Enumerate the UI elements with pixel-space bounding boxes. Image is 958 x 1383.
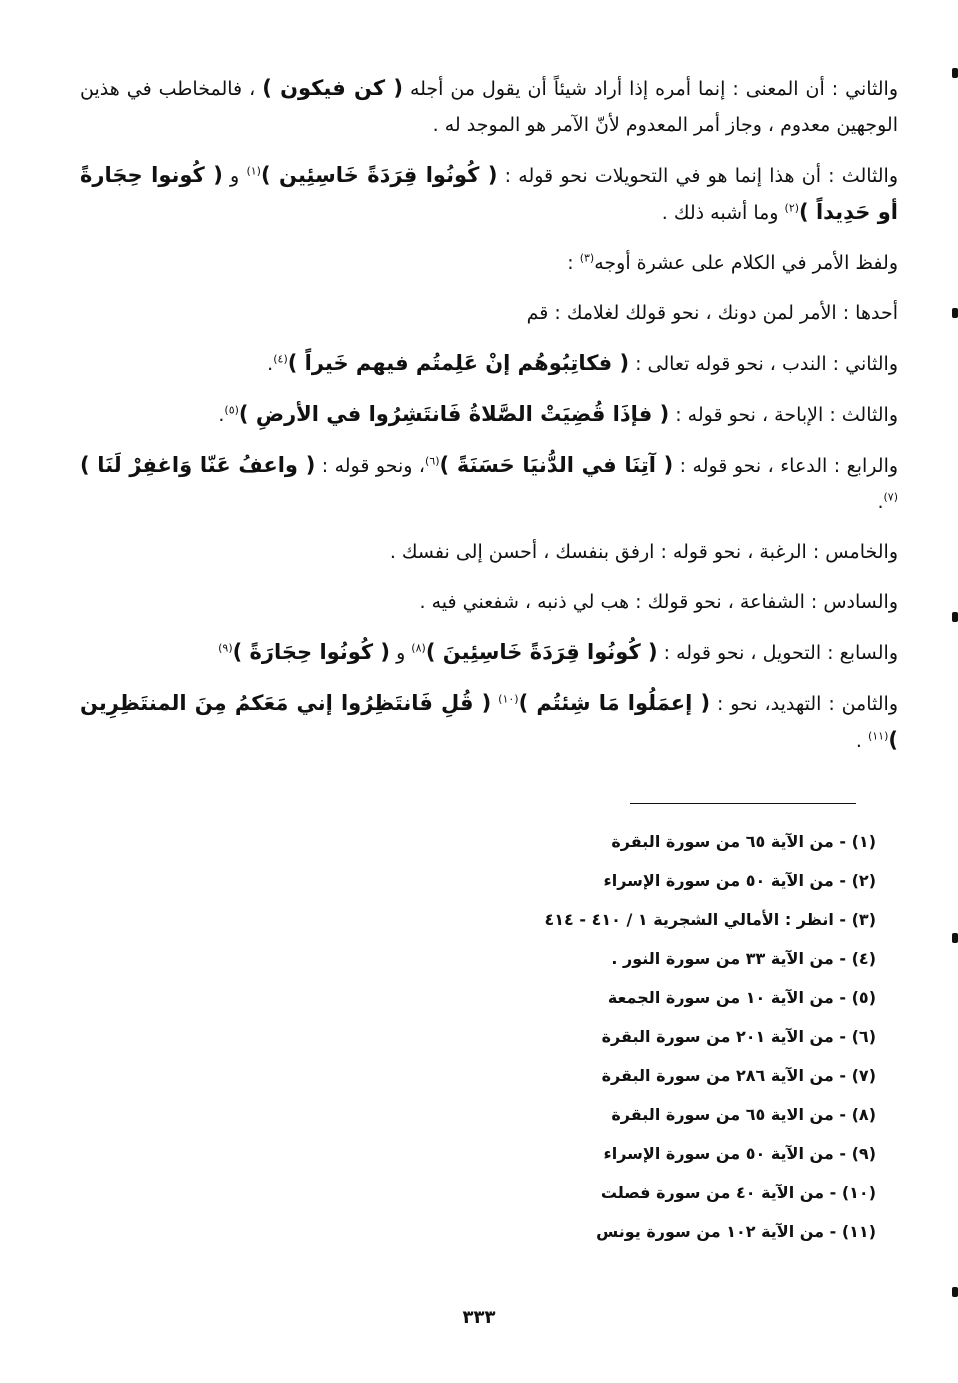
paragraph-text: ، ونحو قوله : [315, 455, 426, 477]
margin-mark [952, 933, 958, 943]
footnote: (٥) - من الآية ١٠ من سورة الجمعة [607, 988, 876, 1007]
footnote: (٦) - من الآية ٢٠١ من سورة البقرة [601, 1027, 876, 1046]
footnote: (٨) - من الاية ٦٥ من سورة البقرة [611, 1105, 876, 1124]
paragraph [80, 396, 898, 433]
paragraph [80, 584, 898, 620]
page-number: ٣٣٣ [462, 1307, 496, 1328]
quran-quote: ( فكاتِبُوهُم إنْ عَلِمتُم فيهم خَيراً ) [287, 351, 630, 375]
footnote-reference: (١) [246, 164, 261, 178]
paragraph [80, 157, 898, 231]
footnote-reference: (٤) [273, 352, 288, 366]
quran-quote: ( كُونُوا حِجَارَةً ) [232, 640, 391, 664]
paragraph-text: والسادس : الشفاعة ، نحو قولك : هب لي ذنبه ، شفعني فيه . [419, 591, 898, 613]
footnote-reference: (١١) [867, 729, 889, 743]
paragraph-text: . [877, 491, 884, 513]
paragraph-text: . [855, 730, 868, 752]
paragraph-text: والخامس : الرغبة ، نحو قوله : ارفق بنفسك ، أحسن إلى نفسك . [389, 541, 898, 563]
paragraph-text: و [390, 642, 412, 664]
quran-quote: ( كُونُوا قِرَدَةً خَاسِئِينَ ) [425, 640, 658, 664]
paragraph-text: والثامن : التهديد، نحو : [710, 693, 899, 715]
footnote-reference: (٨) [411, 641, 426, 655]
paragraph-text: والرابع : الدعاء ، نحو قوله : [673, 455, 899, 477]
paragraph-text: . [267, 353, 274, 375]
footnote: (١) - من الآية ٦٥ من سورة البقرة [611, 832, 876, 851]
footnote-reference: (٣) [579, 251, 595, 265]
margin-mark [952, 308, 958, 318]
quran-quote: ( إعمَلُوا مَا شِئتُم ) [518, 691, 711, 715]
quran-quote: ( آتِنَا في الدُّنيَا حَسَنَةً ) [439, 453, 674, 477]
paragraph-text: . [218, 404, 225, 426]
footnote-reference: (٦) [425, 454, 440, 468]
quran-quote: ( كن فيكون ) [262, 76, 403, 100]
margin-mark [952, 68, 958, 78]
footnote-separator [630, 803, 856, 804]
paragraph-text: والسابع : التحويل ، نحو قوله : [657, 642, 898, 664]
quran-quote: ( كُونُوا قِرَدَةً خَاسِئِين ) [260, 163, 498, 187]
paragraph [80, 345, 898, 382]
paragraph [80, 447, 898, 520]
paragraph-text: : [567, 252, 580, 274]
paragraph-text: ولفظ الأمر في الكلام على عشرة أوجه [594, 252, 898, 274]
paragraph-text: والثاني : أن المعنى : إنما أمره إذا أراد شيئاً أن يقول من أجله [402, 78, 898, 100]
paragraph-text: وما أشبه ذلك . [661, 202, 785, 224]
paragraph [80, 70, 898, 143]
paragraph-text: والثاني : الندب ، نحو قوله تعالى : [629, 353, 898, 375]
quran-quote: ( فإذَا قُضِيَتْ الصَّلاةُ فَانتَشِرُوا في الأرضِ ) [238, 402, 670, 426]
paragraph-text: و [222, 165, 247, 187]
quran-quote: ( واعفُ عَنّا وَاغفِرْ لَنَا ) [80, 453, 316, 477]
paragraph [80, 245, 898, 281]
margin-mark [952, 1287, 958, 1297]
paragraph-text: أحدها : الأمر لمن دونك ، نحو قولك لغلامك : قم [526, 302, 898, 324]
footnote-reference: (٩) [218, 641, 233, 655]
paragraph-text: والثالث : الإباحة ، نحو قوله : [669, 404, 898, 426]
footnote-reference: (٥) [224, 403, 239, 417]
quran-quote: ( قُلِ فَانتَظِرُوا إني مَعَكمُ مِنَ المنتَظِرِين ) [80, 691, 898, 752]
margin-mark [952, 612, 958, 622]
footnotes [376, 822, 876, 1251]
footnote: (٣) - انظر : الأمالي الشجرية ١ / ٤١٠ - ٤١٤ [544, 910, 876, 929]
footnote-reference: (٢) [784, 201, 800, 215]
paragraph [80, 534, 898, 570]
footnote: (١٠) - من الآية ٤٠ من سورة فصلت [600, 1183, 876, 1202]
main-text [80, 70, 898, 773]
footnote-reference: (٧) [883, 490, 898, 504]
footnote: (٩) - من الآية ٥٠ من سورة الإسراء [603, 1144, 876, 1163]
paragraph [80, 295, 898, 331]
paragraph [80, 685, 898, 759]
footnote: (٧) - من الآية ٢٨٦ من سورة البقرة [601, 1066, 876, 1085]
footnote: (٤) - من الآية ٣٣ من سورة النور . [611, 949, 876, 968]
paragraph-text: ، فالمخاطب في هذين الوجهين معدوم ، وجاز أمر المعدوم لأنّ الآمر هو الموجد له . [80, 78, 898, 136]
paragraph [80, 634, 898, 671]
paragraph-text: والثالث : أن هذا إنما هو في التحويلات نحو قوله : [497, 165, 899, 187]
footnote-reference: (١٠) [498, 692, 519, 706]
quran-quote: ( كُونوا حِجَارةً أو حَدِيداً ) [80, 163, 898, 224]
footnote: (١١) - من الآية ١٠٢ من سورة يونس [596, 1222, 876, 1241]
footnote: (٢) - من الآية ٥٠ من سورة الإسراء [603, 871, 876, 890]
